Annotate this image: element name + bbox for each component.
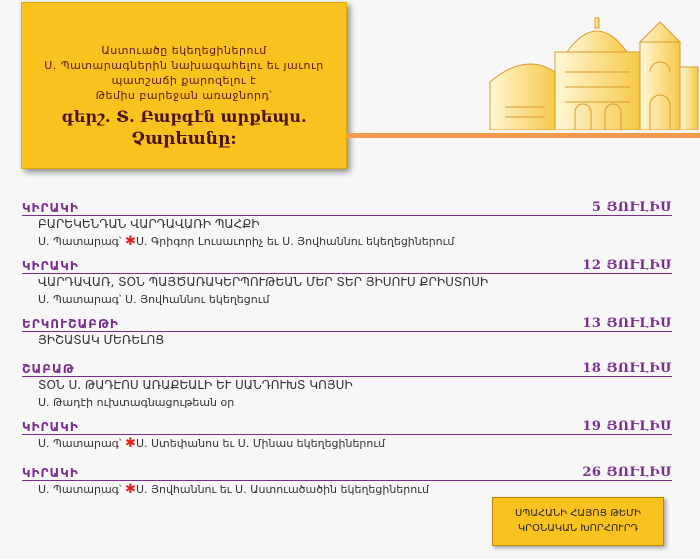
date-label: 18 ՅՈՒԼԻՍ	[582, 361, 672, 376]
mass-prefix: Ս. Պատարագ՝	[38, 293, 122, 306]
day-label: ԿԻՐԱԿԻ	[22, 259, 79, 273]
church-names: Ս. Թադէի ուխտագնացութեան օր	[38, 396, 235, 409]
schedule-entry	[22, 315, 672, 349]
event-title: ՏՕՆ Ս. ԹԱԴԷՈՍ ԱՌԱՔԵԱԼԻ ԵՒ ՍԱՆԴՈՒԽՏ ԿՈՅՍԻ	[38, 378, 353, 392]
event-detail	[38, 435, 672, 453]
day-label: ԿԻՐԱԿԻ	[22, 201, 79, 215]
header-line: Աստուածը եկեղեցիներում	[101, 44, 267, 57]
day-label: ԿԻՐԱԿԻ	[22, 466, 79, 480]
council-line: ԿՐՕՆԱԿԱՆ ԽՈՐՀՈՒՐԴ	[517, 523, 639, 534]
date-label: 13 ՅՈՒԼԻՍ	[582, 316, 672, 331]
mass-prefix: Ս. Պատարագ՝	[38, 483, 122, 496]
council-box	[492, 497, 664, 546]
church-names: Ս. Յովհաննու եկեղեցում	[125, 293, 270, 306]
schedule-entry	[22, 199, 672, 251]
bishop-name: գերշ. Տ. Բաբգէն արքեպս.	[61, 107, 307, 126]
day-row	[22, 199, 672, 216]
city-name: Չարեանը:	[131, 129, 237, 149]
day-label: ԵՐԿՈՒՇԱԲԹԻ	[22, 317, 119, 331]
schedule-entry	[22, 257, 672, 309]
date-label: 19 ՅՈՒԼԻՍ	[582, 419, 672, 434]
day-row	[22, 360, 672, 377]
schedule-entry	[22, 418, 672, 453]
schedule-entry	[22, 464, 672, 499]
day-row	[22, 418, 672, 435]
header-line: Ս. Պատարագներին նախագահելու եւ յաւուր	[44, 59, 324, 72]
church-names: Ս. Ստեփանոս եւ Ս. Մինաս եկեղեցիներում	[135, 437, 386, 450]
date-label: 5 ՅՈՒԼԻՍ	[591, 200, 672, 215]
event-detail	[38, 394, 672, 412]
event-title: ԲԱՐԵԿԵՆԴԱՆ ՎԱՐԴԱՎԱՌԻ ՊԱՀՔԻ	[38, 217, 260, 231]
church-names: Ս. Յովհաննու եւ Ս. Աստուածածին եկեղեցիներում	[135, 483, 429, 496]
date-label: 26 ՅՈՒԼԻՍ	[582, 465, 672, 480]
star-icon: ✱	[125, 436, 136, 451]
event-detail	[38, 291, 672, 309]
date-label: 12 ՅՈՒԼԻՍ	[582, 258, 672, 273]
orange-rule	[347, 133, 700, 138]
schedule-entry	[22, 360, 672, 412]
schedule-list	[22, 199, 672, 510]
event-title: ՎԱՐԴԱՎԱՌ, ՏՕՆ ՊԱՅԾԱՌԱԿԵՐՊՈՒԹԵԱՆ ՄԵՐ ՏԵՐ ՅԻՍՈՒՍ ՔՐԻՍՏՈՍԻ	[38, 275, 489, 289]
mass-prefix: Ս. Պատարագ՝	[38, 437, 122, 450]
day-label: ՇԱԲԱԹ	[22, 362, 75, 376]
church-illustration	[485, 12, 700, 130]
header-line: պատշաճի քարոզելու է	[111, 74, 257, 87]
day-row	[22, 464, 672, 481]
day-row	[22, 257, 672, 274]
event-detail	[38, 233, 672, 251]
day-row	[22, 315, 672, 332]
header-line: Թեմիս բարեջան առաջնորդ՝	[95, 89, 273, 102]
church-names: Ս. Գրիգոր Լուսաւորիչ եւ Ս. Յովհաննու եկեղեցիներում	[135, 235, 455, 248]
council-line: ՍՊԱՀԱՆԻ ՀԱՅՈՑ ԹԵՄԻ	[515, 508, 641, 519]
day-label: ԿԻՐԱԿԻ	[22, 420, 79, 434]
star-icon: ✱	[125, 234, 136, 249]
event-title: ՅԻՇԱՏԱԿ ՄԵՌԵԼՈՑ	[38, 333, 165, 347]
mass-prefix: Ս. Պատարագ՝	[38, 235, 122, 248]
header-box	[21, 2, 347, 169]
star-icon: ✱	[125, 482, 136, 497]
